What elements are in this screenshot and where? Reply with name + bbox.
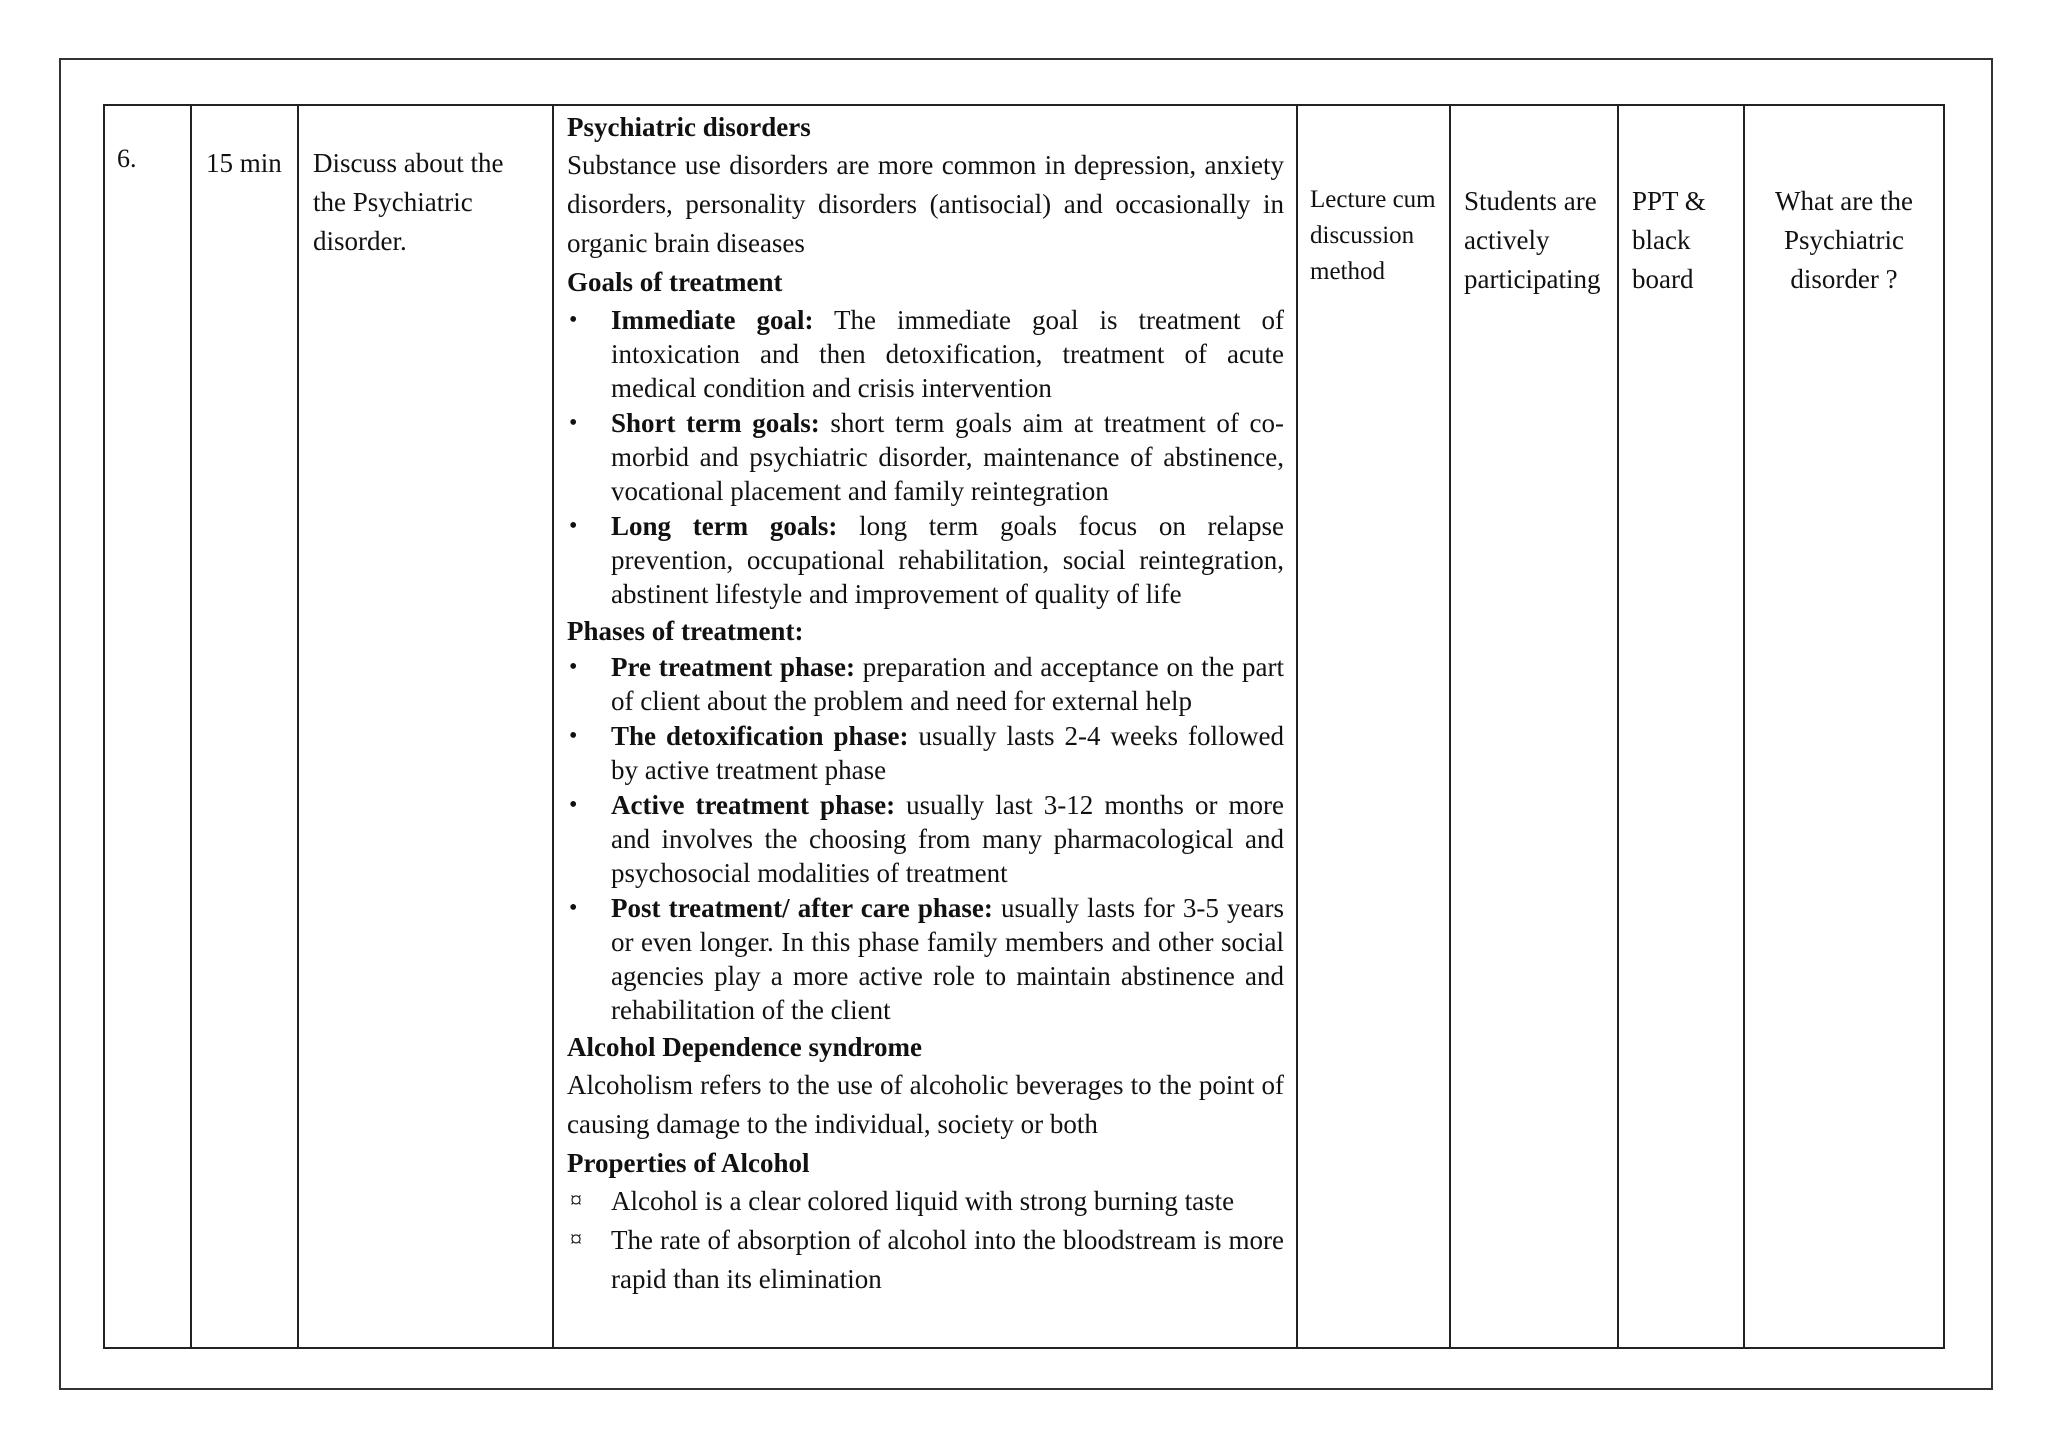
heading-goals-of-treatment: Goals of treatment bbox=[567, 267, 783, 297]
av-aids: PPT & black board bbox=[1632, 186, 1706, 294]
phase-item bbox=[567, 650, 1284, 718]
heading-properties-of-alcohol: Properties of Alcohol bbox=[567, 1148, 810, 1178]
goal-item-text: long term goals focus on relapse prevention, occupational rehabilitation, social reintegration, abstinent lifestyle and improvement of quality of life bbox=[611, 511, 1285, 609]
goal-item-label: Immediate goal: bbox=[611, 305, 814, 335]
property-item-text: The rate of absorption of alcohol into the bloodstream is more rapid than its elimination bbox=[611, 1225, 1284, 1294]
content-body bbox=[554, 106, 1296, 1299]
evaluation-cell bbox=[1744, 105, 1944, 1348]
time-cell bbox=[191, 105, 298, 1348]
phase-item-label: Active treatment phase: bbox=[611, 790, 896, 820]
bullet-icon: • bbox=[569, 410, 578, 436]
phase-item bbox=[567, 891, 1284, 1027]
bullet-icon: • bbox=[569, 792, 578, 818]
serial-number: 6. bbox=[117, 144, 137, 173]
bullet-icon: • bbox=[569, 307, 578, 333]
property-item bbox=[567, 1221, 1284, 1299]
learning-activity-cell bbox=[1450, 105, 1618, 1348]
content-cell bbox=[553, 105, 1297, 1348]
heading-phases-of-treatment: Phases of treatment: bbox=[567, 616, 804, 646]
phase-item bbox=[567, 719, 1284, 787]
paragraph-alcoholism: Alcoholism refers to the use of alcoholic beverages to the point of causing damage to the individual, society or both bbox=[567, 1070, 1284, 1139]
goal-item-label: Long term goals: bbox=[611, 511, 838, 541]
learning-activity: Students are actively participating bbox=[1464, 186, 1601, 294]
table-row bbox=[104, 105, 1944, 1348]
teaching-method-cell bbox=[1297, 105, 1450, 1348]
phase-item-text: usually lasts 2-4 weeks followed by active treatment phase bbox=[611, 721, 1284, 785]
phase-item-text: usually last 3-12 months or more and involves the choosing from many pharmacological and psychosocial modalities of treatment bbox=[611, 790, 1284, 888]
bullet-icon: • bbox=[569, 654, 578, 680]
bullet-icon: • bbox=[569, 723, 578, 749]
heading-alcohol-dependence: Alcohol Dependence syndrome bbox=[567, 1032, 922, 1062]
paragraph-substance-use: Substance use disorders are more common in depression, anxiety disorders, personality disorders (antisocial) and occasionally in organic brain diseases bbox=[567, 150, 1284, 258]
teaching-method: Lecture cum discussion method bbox=[1310, 186, 1436, 285]
goal-item-text: short term goals aim at treatment of co-morbid and psychiatric disorder, maintenance of abstinence, vocational placement and family reintegration bbox=[611, 408, 1284, 506]
phase-item-label: Post treatment/ after care phase: bbox=[611, 893, 993, 923]
phase-item-label: The detoxification phase: bbox=[611, 721, 909, 751]
lesson-plan-table bbox=[103, 104, 1945, 1349]
property-item bbox=[567, 1182, 1284, 1221]
evaluation-question: What are the Psychiatric disorder ? bbox=[1775, 186, 1913, 294]
goal-item bbox=[567, 303, 1284, 405]
goal-item bbox=[567, 406, 1284, 508]
bullet-icon: ¤ bbox=[570, 1188, 582, 1214]
bullet-icon: • bbox=[569, 513, 578, 539]
goal-item-label: Short term goals: bbox=[611, 408, 820, 438]
goals-list bbox=[567, 303, 1284, 611]
objective-cell bbox=[298, 105, 553, 1348]
time-value: 15 min bbox=[206, 148, 282, 178]
bullet-icon: ¤ bbox=[570, 1227, 582, 1253]
serial-number-cell bbox=[104, 105, 191, 1348]
goal-item-text: The immediate goal is treatment of intoxication and then detoxification, treatment of acute medical condition and crisis intervention bbox=[611, 305, 1284, 403]
objective-text: Discuss about the the Psychiatric disorder. bbox=[313, 148, 504, 256]
phase-item bbox=[567, 788, 1284, 890]
heading-psychiatric-disorders: Psychiatric disorders bbox=[567, 112, 811, 142]
goal-item bbox=[567, 509, 1284, 611]
properties-list bbox=[567, 1182, 1284, 1299]
phase-item-label: Pre treatment phase: bbox=[611, 652, 856, 682]
phase-item-text: preparation and acceptance on the part of client about the problem and need for external help bbox=[611, 652, 1284, 716]
phase-item-text: usually lasts for 3-5 years or even longer. In this phase family members and other social agencies play a more active role to maintain abstinence and rehabilitation of the client bbox=[611, 893, 1284, 1025]
av-aids-cell bbox=[1618, 105, 1744, 1348]
phases-list bbox=[567, 650, 1284, 1027]
bullet-icon: • bbox=[569, 895, 578, 921]
property-item-text: Alcohol is a clear colored liquid with strong burning taste bbox=[611, 1186, 1235, 1216]
